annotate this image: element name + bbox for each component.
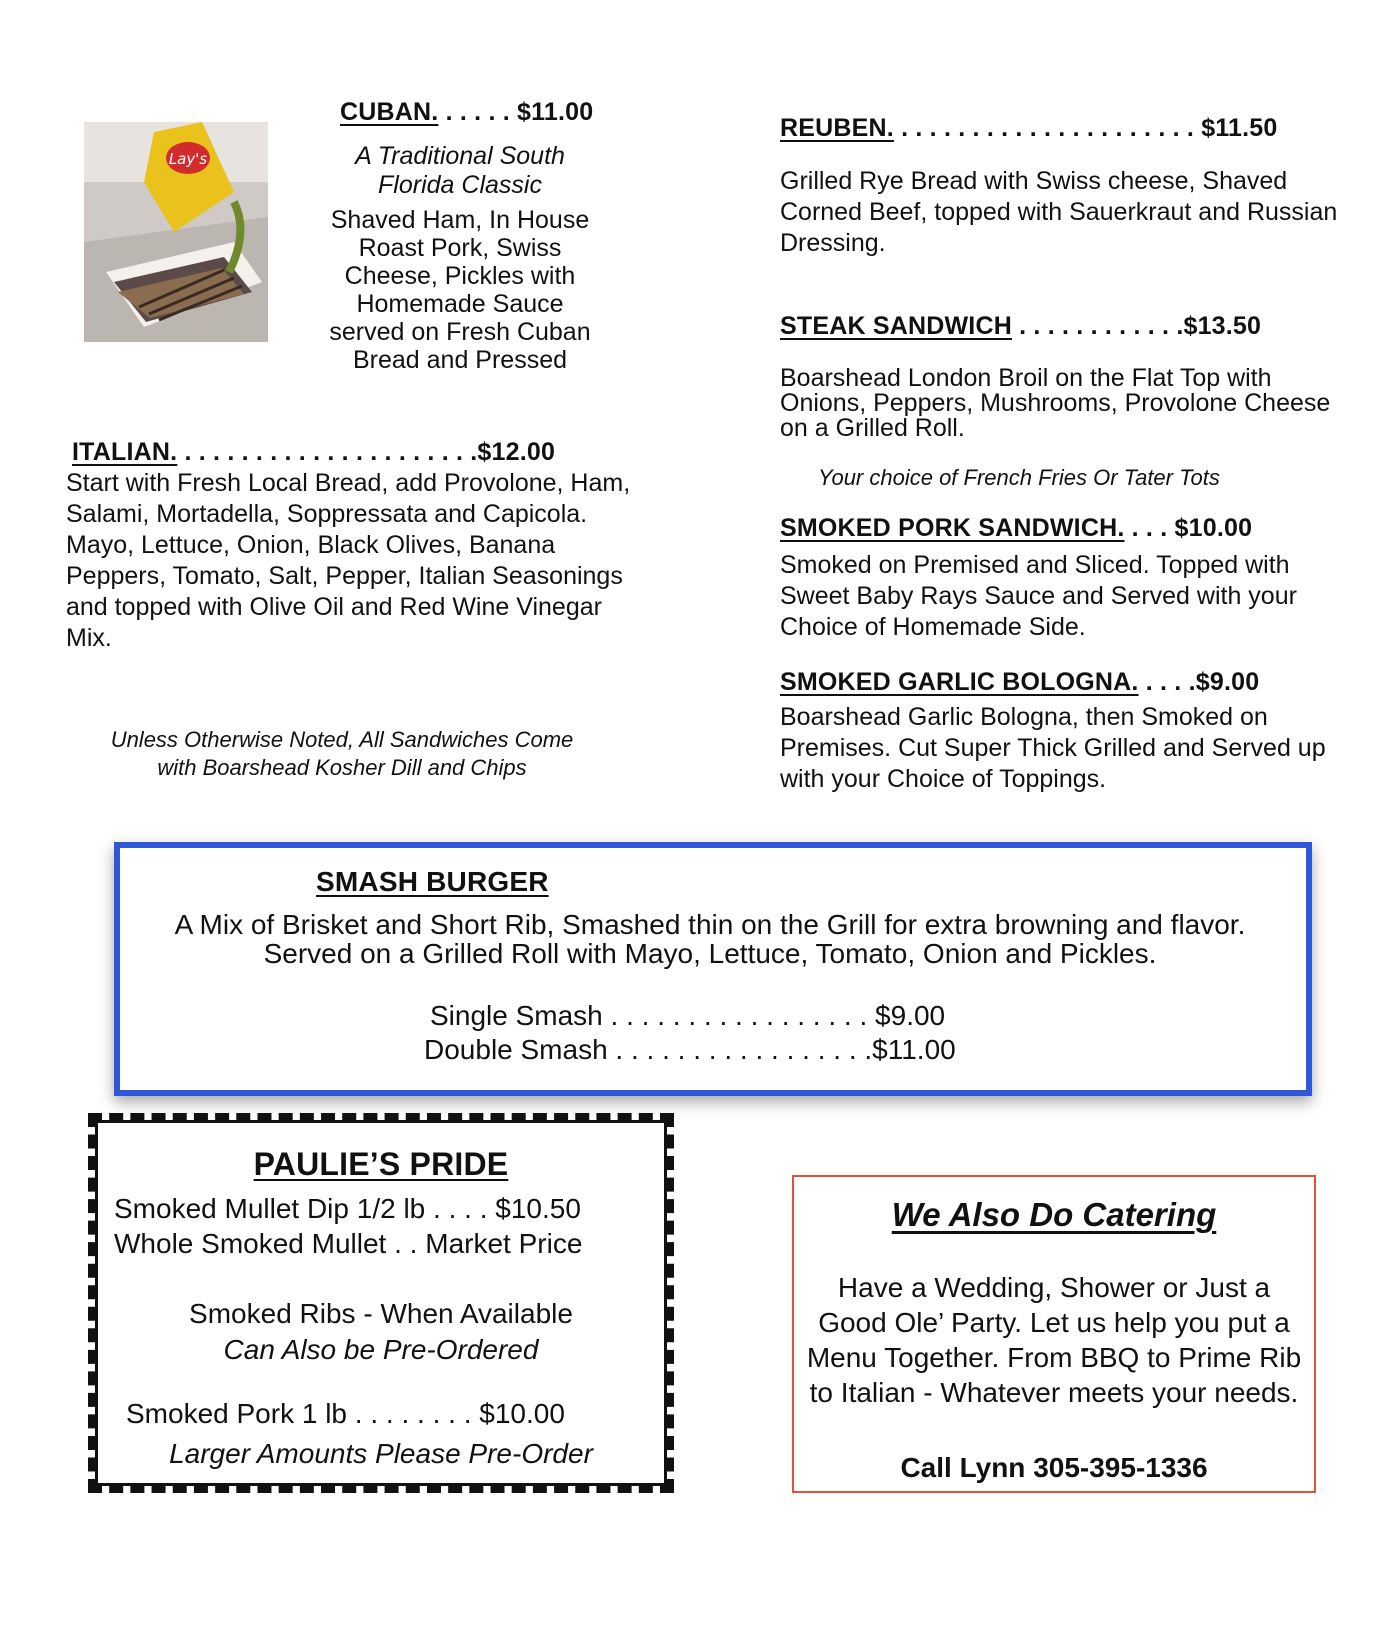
bologna-price: $9.00 <box>1195 668 1260 696</box>
cuban-tagline-line: A Traditional South <box>355 142 565 170</box>
smoked-pork-heading <box>780 514 1252 543</box>
mullet-dip-label: Smoked Mullet Dip 1/2 lb <box>114 1193 426 1224</box>
smoked-pork-lb-price: $10.00 <box>479 1398 565 1429</box>
reuben-heading <box>780 114 1278 143</box>
smash-burger-description: A Mix of Brisket and Short Rib, Smashed thin on the Grill for extra browning and flavor. Served on a Grilled Roll with Mayo, Lettuce, Tomato, Onion and Pickles. <box>174 909 1246 969</box>
smoked-pork-lb-dots: . . . . . . . . <box>347 1398 480 1429</box>
sandwich-sides-note <box>62 726 622 782</box>
sandwich-note-line: Unless Otherwise Noted, All Sandwiches Come <box>110 727 574 752</box>
smash-burger-heading <box>316 866 549 898</box>
steak-price: $13.50 <box>1183 312 1262 340</box>
paulies-pride-heading <box>88 1146 674 1183</box>
whole-mullet-dots: . . <box>386 1228 426 1259</box>
cuban-desc-line: Homemade Sauce <box>356 290 564 318</box>
steak-heading <box>780 312 1261 341</box>
single-smash-label: Single Smash <box>430 1000 603 1031</box>
sandwich-note-line: with Boarshead Kosher Dill and Chips <box>157 755 527 780</box>
reuben-description: Grilled Rye Bread with Swiss cheese, Shaved Corned Beef, topped with Sauerkraut and Russian Dressing. <box>780 167 1338 257</box>
cuban-desc-line: Bread and Pressed <box>352 346 568 374</box>
reuben-price: $11.50 <box>1201 114 1278 142</box>
reuben-name: REUBEN. <box>780 114 894 142</box>
cuban-price: $11.00 <box>517 98 594 126</box>
double-smash-line <box>424 1034 956 1066</box>
cuban-name: CUBAN. <box>340 98 439 126</box>
smoked-pork-description: Smoked on Premised and Sliced. Topped with Sweet Baby Rays Sauce and Served with your Choice of Homemade Side. <box>780 551 1297 641</box>
smoked-pork-lb-line <box>126 1398 565 1430</box>
steak-name: STEAK SANDWICH <box>780 312 1012 340</box>
cuban-desc-line: Cheese, Pickles with <box>344 262 576 290</box>
single-smash-dots: . . . . . . . . . . . . . . . . . <box>602 1000 876 1031</box>
mullet-dip-dots: . . . . <box>425 1193 496 1224</box>
bologna-name: SMOKED GARLIC BOLOGNA. <box>780 668 1139 696</box>
smoked-pork-price: $10.00 <box>1174 514 1253 542</box>
ribs-preorder-note: Can Also be Pre-Ordered <box>223 1334 539 1365</box>
single-smash-line <box>430 1000 945 1032</box>
lays-logo-text: Lay's <box>168 150 208 168</box>
cuban-heading <box>340 98 593 127</box>
bologna-heading <box>780 668 1259 697</box>
double-smash-price: $11.00 <box>872 1034 956 1065</box>
cuban-desc-line: Shaved Ham, In House <box>330 206 590 234</box>
cuban-dots: . . . . . <box>438 98 510 126</box>
bologna-dots: . . . . <box>1138 668 1196 696</box>
italian-name: ITALIAN. <box>72 438 178 466</box>
double-smash-dots: . . . . . . . . . . . . . . . . . <box>607 1034 873 1065</box>
double-smash-label: Double Smash <box>424 1034 608 1065</box>
cuban-sandwich-photo <box>84 122 268 342</box>
catering-title: We Also Do Catering <box>891 1196 1217 1233</box>
smash-burger-title: SMASH BURGER <box>316 866 549 897</box>
cuban-desc-line: served on Fresh Cuban <box>329 318 591 346</box>
mullet-dip-line <box>114 1193 581 1225</box>
italian-price: $12.00 <box>477 438 556 466</box>
single-smash-price: $9.00 <box>875 1000 946 1031</box>
larger-amounts-note: Larger Amounts Please Pre-Order <box>169 1438 593 1469</box>
cuban-desc-line: Roast Pork, Swiss <box>358 234 562 262</box>
catering-heading <box>792 1196 1316 1234</box>
catering-phone[interactable]: Call Lynn 305-395-1336 <box>900 1452 1208 1483</box>
steak-description: Boarshead London Broil on the Flat Top with Onions, Peppers, Mushrooms, Provolone Cheese on a Grilled Roll. <box>780 364 1331 442</box>
steak-dots: . . . . . . . . . . . . <box>1011 312 1184 340</box>
italian-dots: . . . . . . . . . . . . . . . . . . . . . <box>177 438 478 466</box>
catering-description: Have a Wedding, Shower or Just a Good Ole’ Party. Let us help you put a Menu Together. From BBQ to Prime Rib to Italian - Whatever meets your needs. <box>806 1272 1302 1408</box>
smoked-pork-dots: . . . <box>1124 514 1168 542</box>
whole-mullet-line <box>114 1228 582 1260</box>
italian-description: Start with Fresh Local Bread, add Provolone, Ham, Salami, Mortadella, Soppressata and Capicola. Mayo, Lettuce, Onion, Black Olives, Banana Peppers, Tomato, Salt, Pepper, Italian Seasonings and topped with Olive Oil and Red Wine Vinegar Mix. <box>66 469 631 652</box>
reuben-dots: . . . . . . . . . . . . . . . . . . . . . <box>893 114 1195 142</box>
smoked-pork-lb-label: Smoked Pork 1 lb <box>126 1398 347 1429</box>
steak-side-note: Your choice of French Fries Or Tater Tots <box>818 465 1220 490</box>
whole-mullet-price: Market Price <box>425 1228 583 1259</box>
cuban-tagline <box>300 142 620 200</box>
italian-heading <box>72 438 555 467</box>
cuban-description <box>300 206 620 374</box>
paulies-pride-title: PAULIE’S PRIDE <box>253 1146 509 1182</box>
bologna-description: Boarshead Garlic Bologna, then Smoked on Premises. Cut Super Thick Grilled and Served up with your Choice of Toppings. <box>780 703 1326 793</box>
whole-mullet-label: Whole Smoked Mullet <box>114 1228 387 1259</box>
mullet-dip-price: $10.50 <box>495 1193 581 1224</box>
smoked-ribs-line: Smoked Ribs - When Available <box>189 1298 573 1329</box>
smoked-pork-name: SMOKED PORK SANDWICH. <box>780 514 1125 542</box>
cuban-photo-illustration <box>84 122 268 342</box>
cuban-tagline-line: Florida Classic <box>378 171 542 199</box>
